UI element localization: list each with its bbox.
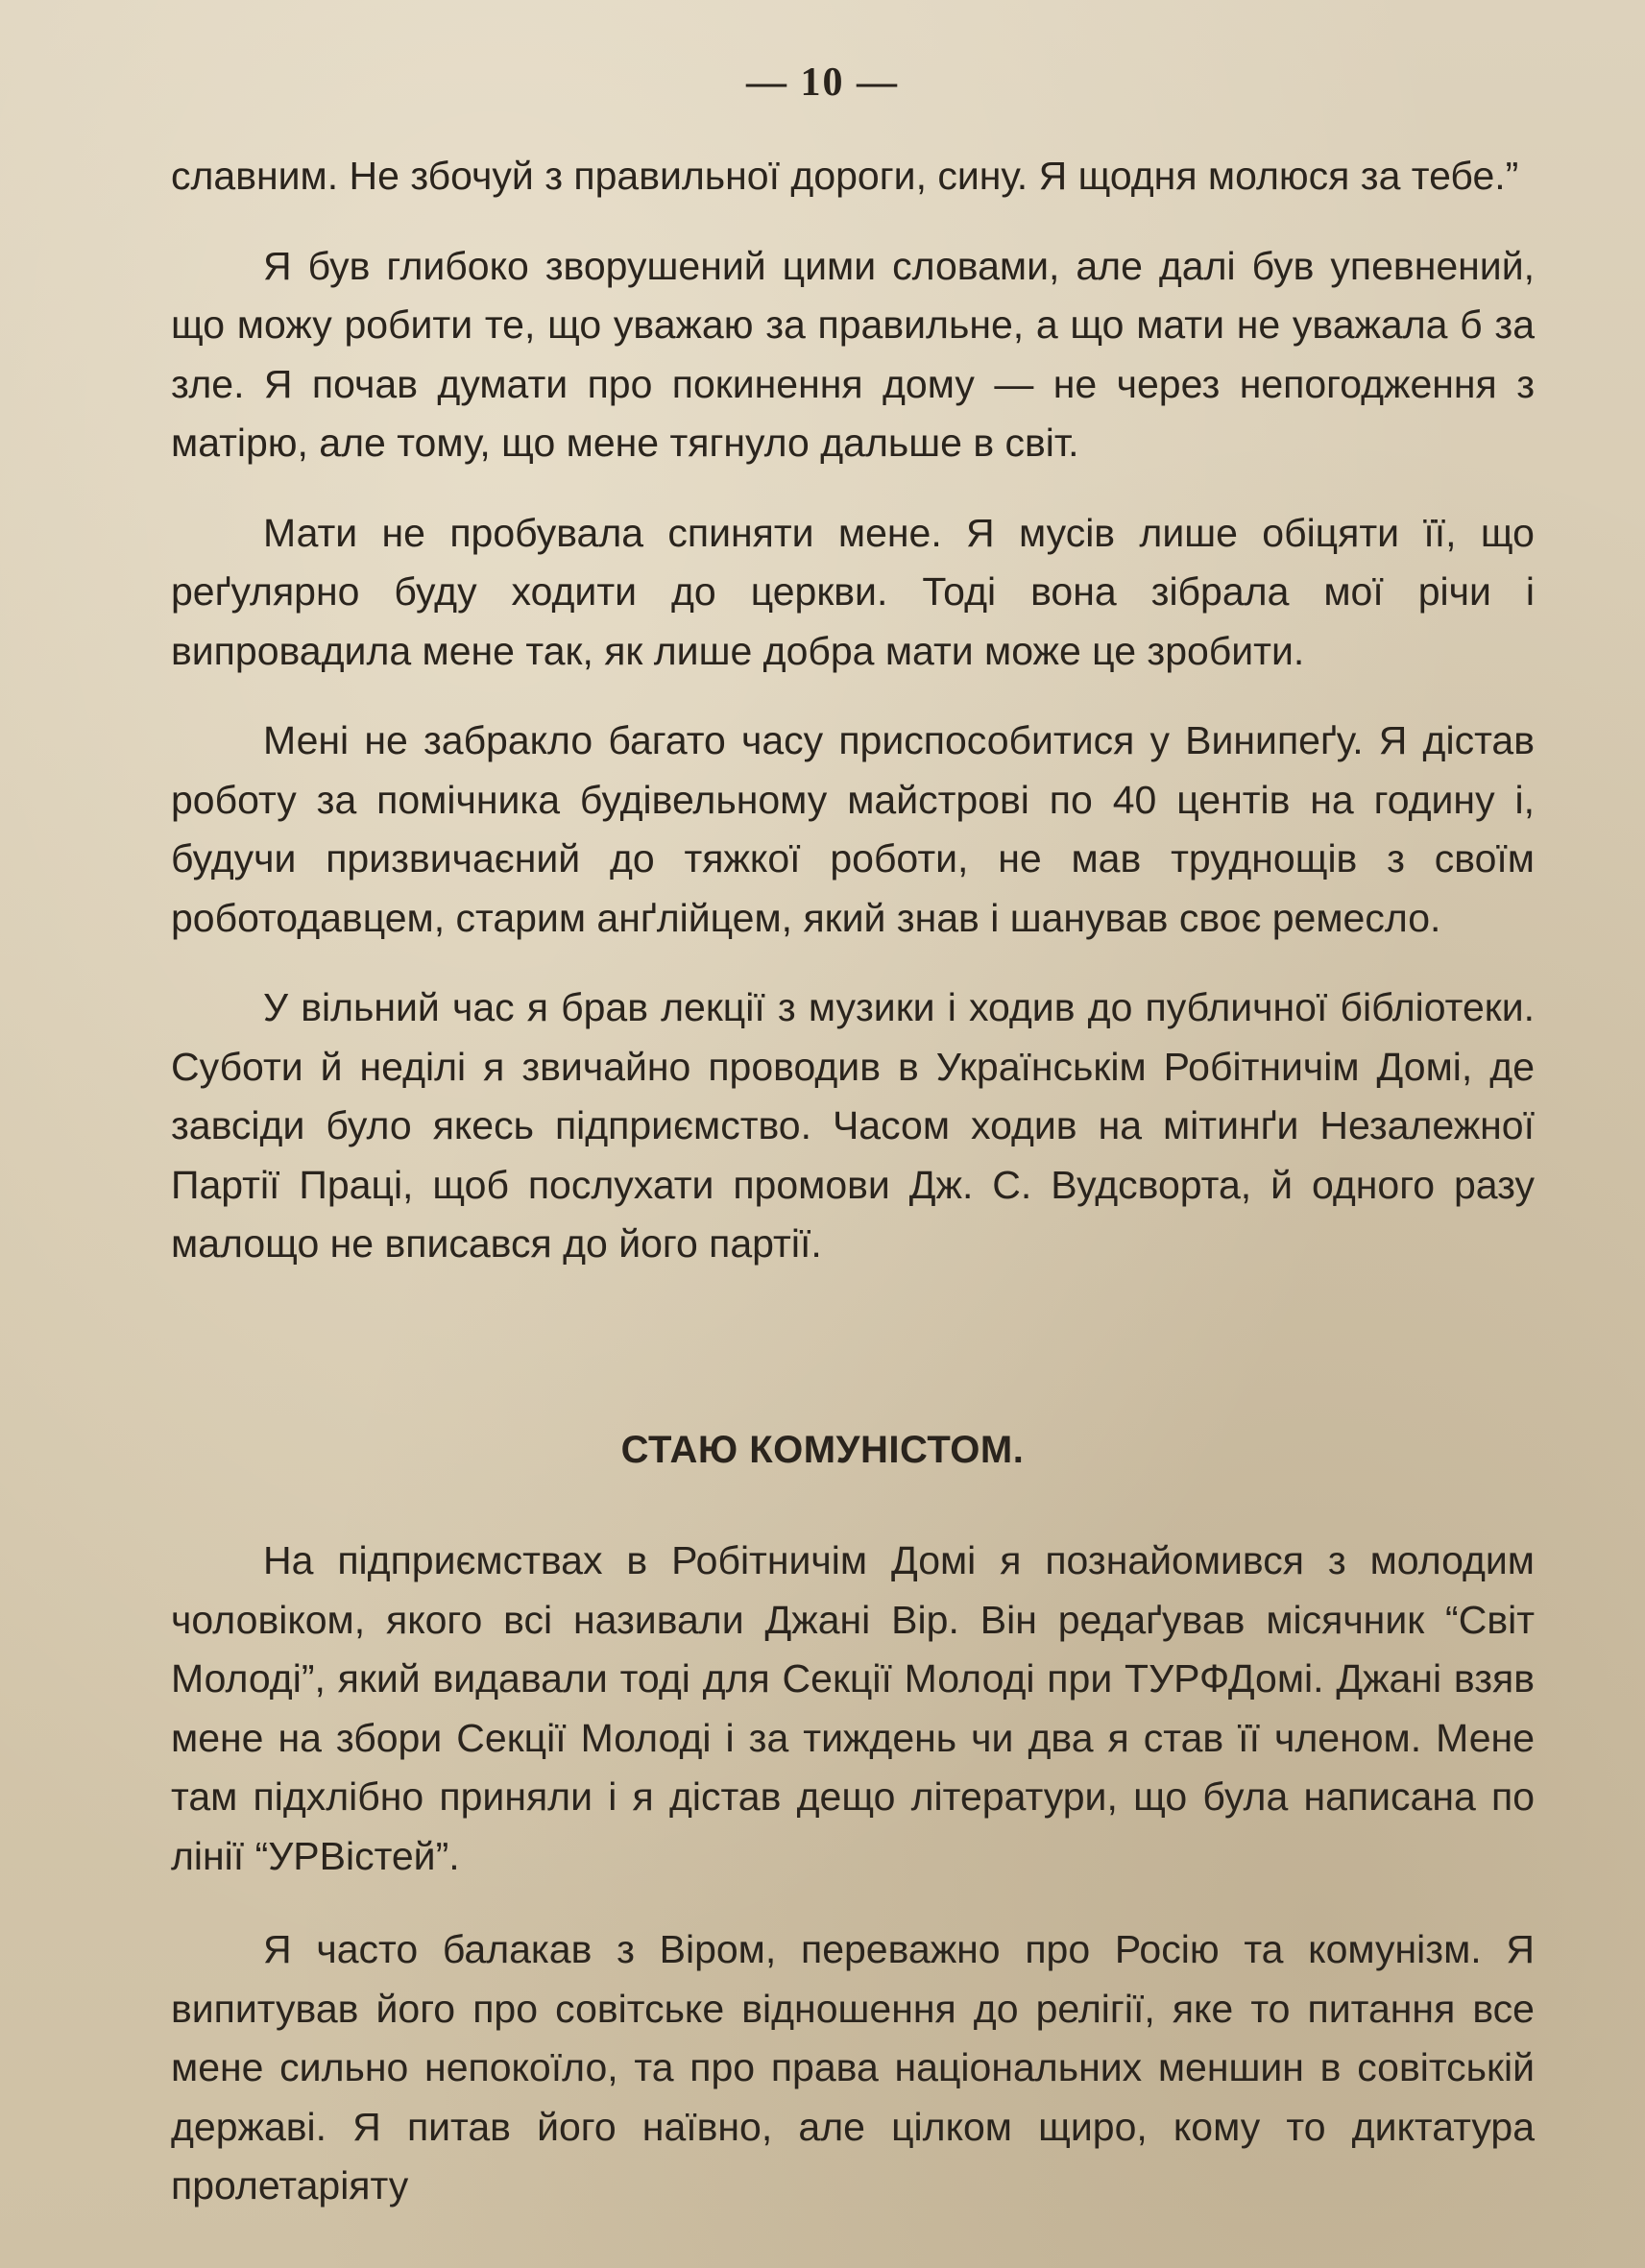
paragraph: Я часто балакав з Віром, переважно про Росію та комунізм. Я випитував його про совітське відношення до релігії, яке то питання все мене сильно непокоїло, та про права національних меншин в совітській державі. Я питав його наївно, але цілком щиро, кому то диктатура пролетаріяту <box>171 1927 1535 2208</box>
text-block-before-heading <box>171 147 1535 1274</box>
paragraph: Мені не забракло багато часу приспособитися у Винипеґу. Я дістав роботу за помічника будівельному майстрові по 40 центів на годину і, будучи призвичаєний до тяжкої роботи, не мав труднощів з своїм роботодавцем, старим анґлійцем, який знав і шанував своє ремесло. <box>171 718 1535 940</box>
paragraph: У вільний час я брав лекції з музики і ходив до публичної бібліотеки. Суботи й неділі я звичайно проводив в Українськім Робітничім Домі, де завсіди було якесь підприємство. Часом ходив на мітинґи Незалежної Партії Праці, щоб послухати промови Дж. С. Вудсворта, й одного разу малощо не вписався до його партії. <box>171 985 1535 1266</box>
paragraph: Мати не пробувала спиняти мене. Я мусів лише обіцяти її, що реґулярно буду ходити до церкви. Тоді вона зібрала мої річи і випровадила мене так, як лише добра мати може це зробити. <box>171 510 1535 673</box>
text-block-after-heading <box>171 1532 1535 2216</box>
section-heading: СТАЮ КОМУНІСТОМ. <box>620 1429 1025 1471</box>
paragraph: Я був глибоко зворушений цими словами, але далі був упевнений, що можу робити те, що уважаю за правильне, а що мати не уважала б за зле. Я почав думати про покинення дому — не через непогодження з матірю, але тому, що мене тягнуло дальше в світ. <box>171 243 1535 465</box>
page-number: — 10 — <box>746 60 899 105</box>
paragraph: славним. Не збочуй з правильної дороги, сину. Я щодня молюся за тебе.” <box>171 154 1519 198</box>
paragraph: На підприємствах в Робітничім Домі я познайомився з молодим чоловіком, якого всі називали Джані Вір. Він редаґував місячник “Світ Молоді”, який видавали тоді для Секції Молоді при ТУРФДомі. Джані взяв мене на збори Секції Молоді і за тиждень чи два я став її членом. Мене там підхлібно приняли і я дістав дещо літератури, що була написана по лінії “УРВістей”. <box>171 1538 1535 1878</box>
